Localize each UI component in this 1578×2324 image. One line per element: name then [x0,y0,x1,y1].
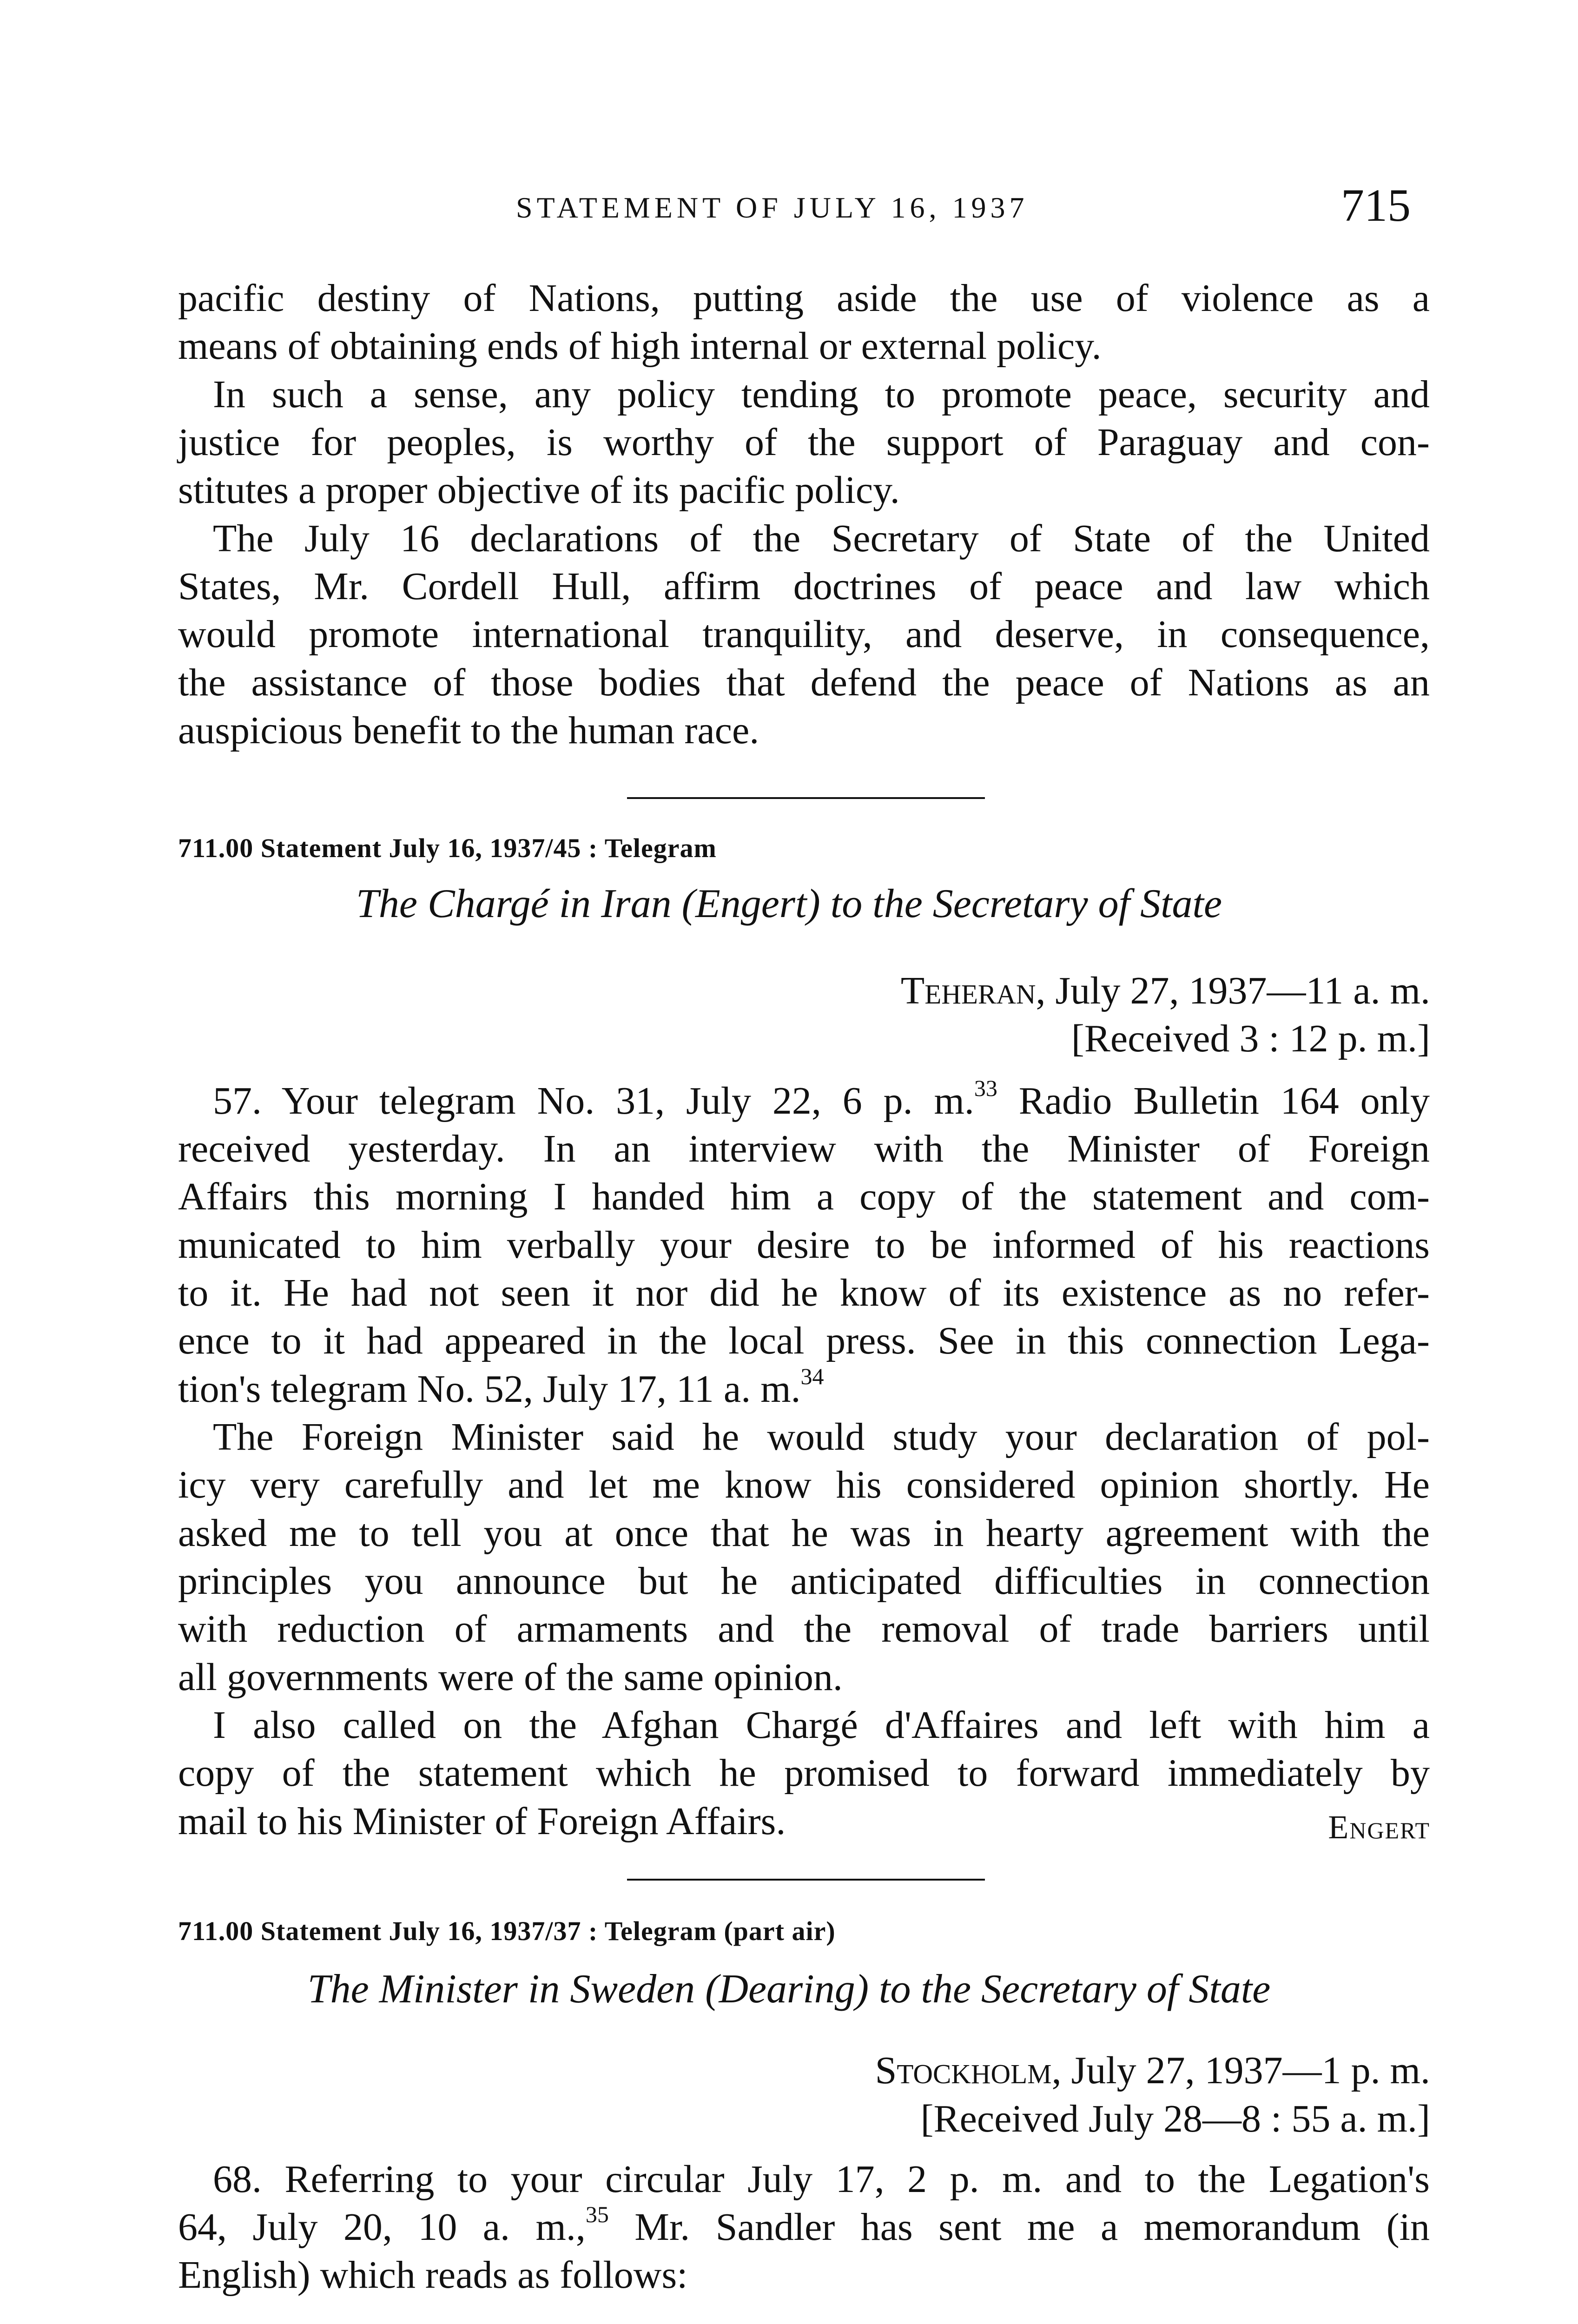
body-line: means of obtaining ends of high internal or external policy. [178,324,1102,368]
body-line [178,2203,1430,2251]
received-line: [Received July 28—8 : 55 a. m.] [920,2097,1430,2140]
body-line: all governments were of the same opinion. [178,1656,843,1699]
body-line: Affairs this morning I handed him a copy of the statement and com- [178,1175,1430,1218]
document-title: The Chargé in Iran (Engert) to the Secretary of State [356,881,1222,926]
body-line: copy of the statement which he promised to forward immediately by [178,1751,1430,1795]
body-line [213,1077,1430,1125]
body-line: the assistance of those bodies that defend the peace of Nations as an [178,661,1430,704]
received-line: [Received 3 : 12 p. m.] [1071,1017,1430,1060]
body-line: English) which reads as follows: [178,2253,688,2297]
dateline [901,967,1430,1015]
body-line: I also called on the Afghan Chargé d'Affaires and left with him a [213,1703,1430,1747]
document-title: The Minister in Sweden (Dearing) to the Secretary of State [307,1967,1271,2012]
body-line-part: Radio Bulletin 164 only [1018,1079,1430,1122]
body-line: The Foreign Minister said he would study your declaration of pol- [213,1415,1430,1459]
section-divider [627,797,985,799]
body-line [178,1365,1430,1413]
dateline-date: July 27, 1937—1 p. m. [1071,2049,1430,2092]
body-line: 68. Referring to your circular July 17, 2 p. m. and to the Legation's [213,2158,1430,2201]
body-line: received yesterday. In an interview with the Minister of Foreign [178,1127,1430,1170]
body-line: mail to his Minister of Foreign Affairs. [178,1800,786,1843]
body-line-part: 57. Your telegram No. 31, July 22, 6 p. m. [213,1079,974,1122]
body-line-part: Mr. Sandler has sent me a memorandum (in [634,2205,1430,2249]
page-number: 715 [1341,179,1411,231]
dateline [875,2047,1430,2094]
dateline-place: Teheran, [900,969,1046,1012]
body-line: would promote international tranquility, and deserve, in consequence, [178,613,1430,656]
file-reference: 711.00 Statement July 16, 1937/37 : Telegram (part air) [178,1916,836,1946]
file-reference: 711.00 Statement July 16, 1937/45 : Telegram [178,833,717,863]
body-line: In such a sense, any policy tending to promote peace, security and [213,373,1430,416]
body-line: icy very carefully and let me know his considered opinion shortly. He [178,1463,1430,1506]
body-line: The July 16 declarations of the Secretary of State of the United [213,517,1430,560]
body-line: auspicious benefit to the human race. [178,709,759,752]
footnote-ref: 34 [800,1363,824,1389]
body-line: principles you announce but he anticipated difficulties in connection [178,1559,1430,1603]
body-line: stitutes a proper objective of its pacific policy. [178,469,900,512]
dateline-date: July 27, 1937—11 a. m. [1055,969,1430,1012]
dateline-place: Stockholm, [875,2049,1062,2092]
body-line-part: tion's telegram No. 52, July 17, 11 a. m. [178,1367,801,1411]
body-line: pacific destiny of Nations, putting aside the use of violence as a [178,277,1430,320]
signature: Engert [1328,1809,1430,1846]
body-line: to it. He had not seen it nor did he know of its existence as no refer- [178,1271,1430,1314]
body-line: asked me to tell you at once that he was in hearty agreement with the [178,1512,1430,1555]
running-header: STATEMENT OF JULY 16, 1937 [516,191,1029,224]
body-line: municated to him verbally your desire to be informed of his reactions [178,1223,1430,1267]
footnote-ref: 33 [974,1075,997,1101]
footnote-ref: 35 [585,2201,609,2227]
body-line: with reduction of armaments and the removal of trade barriers until [178,1607,1430,1651]
body-line: justice for peoples, is worthy of the support of Paraguay and con- [178,421,1430,464]
section-divider [627,1879,985,1881]
body-line: ence to it had appeared in the local press. See in this connection Lega- [178,1319,1430,1362]
body-line-part: 64, July 20, 10 a. m., [178,2205,586,2249]
body-line: States, Mr. Cordell Hull, affirm doctrines of peace and law which [178,565,1430,608]
